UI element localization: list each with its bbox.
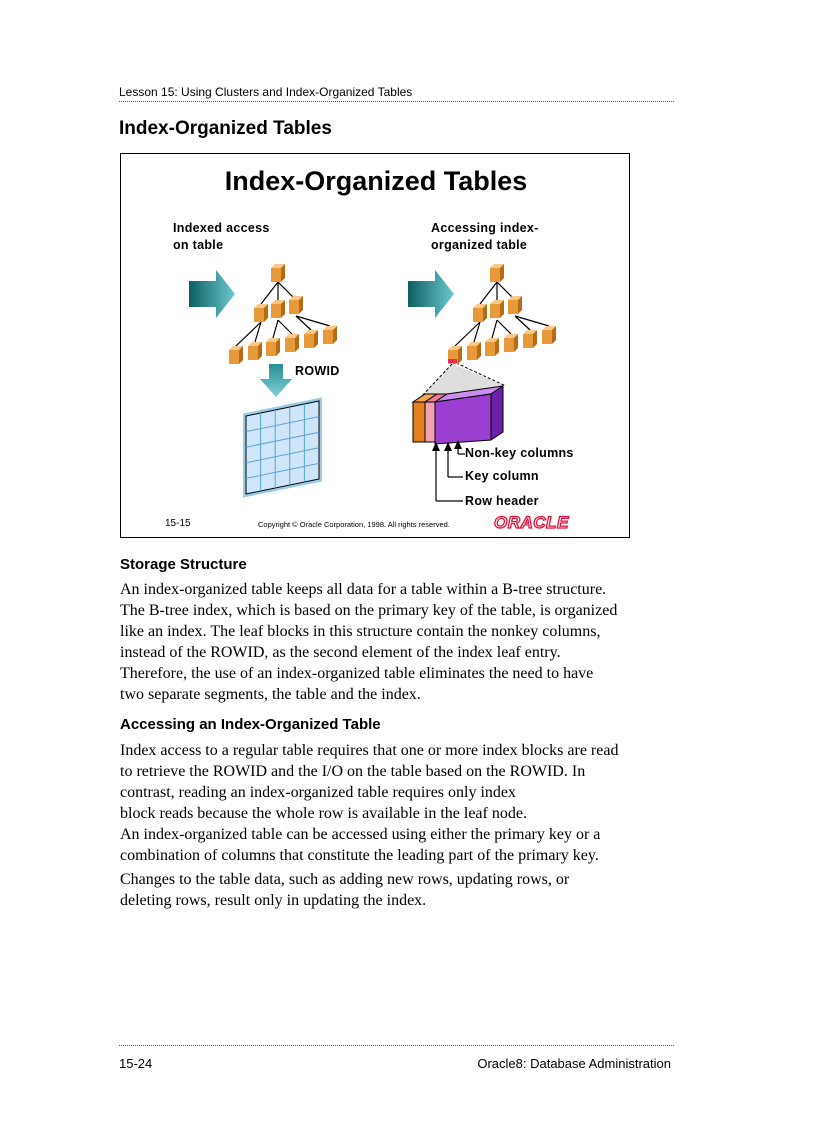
slide-figure — [120, 153, 630, 538]
row-header-label: Row header — [465, 494, 539, 508]
paragraph-accessing-3: An index-organized table can be accessed using either the primary key or a combination of columns that constitute the leading part of the primary key. — [120, 826, 601, 864]
slide-copyright: Copyright © Oracle Corporation, 1998. All rights reserved. — [258, 520, 450, 529]
rowid-label: ROWID — [295, 364, 340, 378]
nonkey-columns-label: Non-key columns — [465, 446, 574, 460]
nonkey-columns-segment — [435, 394, 491, 444]
page-title: Index-Organized Tables — [119, 118, 332, 139]
slide-diagram — [121, 154, 631, 539]
key-column-label: Key column — [465, 469, 539, 483]
paragraph-accessing-2: block reads because the whole row is available in the leaf node. — [120, 805, 527, 822]
row-header-segment — [413, 402, 425, 442]
paragraph-storage: An index-organized table keeps all data for a table within a B-tree structure. The B-tree index, which is based on the primary key of the table, is organized like an index. The leaf blocks in this structure contain the nonkey columns, instead of the ROWID, as the second element of the index leaf entry. Therefore, the use of an index-organized table eliminates the need to have two separate segments, the table and the index. — [120, 581, 618, 703]
paragraph-accessing-1: Index access to a regular table requires that one or more index blocks are read to retrieve the ROWID and the I/O on the table based on the ROWID. In contrast, reading an index-organized table requires only index — [120, 742, 619, 801]
running-header: Lesson 15: Using Clusters and Index-Organized Tables — [119, 85, 413, 99]
rowid-down-arrow — [260, 364, 292, 397]
section-heading-storage: Storage Structure — [120, 556, 247, 573]
row-block — [413, 386, 503, 444]
section-heading-accessing: Accessing an Index-Organized Table — [120, 716, 381, 733]
header-divider — [119, 101, 674, 102]
footer-page-number: 15-24 — [119, 1056, 153, 1071]
table-grid — [246, 401, 319, 494]
slide-number: 15-15 — [165, 518, 191, 529]
slide-title: Index-Organized Tables — [224, 166, 528, 196]
left-label-line1: Indexed access — [173, 221, 270, 235]
right-label-line2: organized table — [431, 238, 528, 252]
footer-divider — [119, 1045, 674, 1046]
access-arrow-left — [189, 270, 235, 318]
btree-blocks-left — [229, 264, 337, 364]
left-label-line2: on table — [173, 238, 224, 252]
footer-book-title: Oracle8: Database Administration — [477, 1056, 671, 1071]
key-column-segment — [425, 402, 435, 442]
paragraph-accessing-4: Changes to the table data, such as adding new rows, updating rows, or deleting rows, result only in updating the index. — [120, 871, 570, 909]
btree-blocks-right — [448, 264, 556, 364]
access-arrow-right — [408, 270, 454, 318]
right-label-line1: Accessing index- — [431, 221, 539, 235]
callout-lines — [436, 446, 465, 501]
oracle-logo: ORACLE — [494, 513, 569, 532]
